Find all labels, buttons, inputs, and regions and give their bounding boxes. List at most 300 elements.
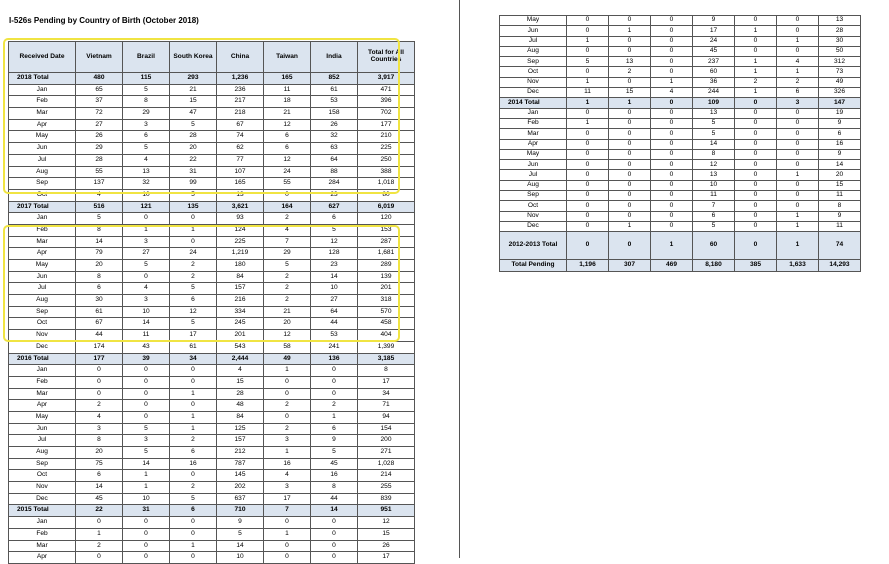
value-cell: 20 [819,170,861,180]
value-cell: 10 [123,189,170,201]
value-cell: 34 [358,388,415,400]
value-cell: 0 [264,388,311,400]
value-cell: 1 [651,232,693,260]
row-label-cell: Dec [500,88,567,98]
value-cell: 16 [264,458,311,470]
table-row [500,57,861,67]
row-label-cell: Jun [500,26,567,36]
value-cell: 1,399 [358,341,415,353]
value-cell: 3 [123,119,170,131]
value-cell: 22 [170,154,217,166]
value-cell: 120 [358,213,415,225]
row-label-cell: Nov [500,211,567,221]
value-cell: 236 [217,84,264,96]
table-row [9,482,415,494]
value-cell: 0 [651,201,693,211]
value-cell: 2 [264,283,311,295]
value-cell: 0 [609,201,651,211]
value-cell: 61 [170,341,217,353]
value-cell: 164 [264,201,311,213]
value-cell: 0 [609,211,651,221]
value-cell: 4 [123,154,170,166]
value-cell: 26 [76,131,123,143]
value-cell: 6 [311,213,358,225]
value-cell: 109 [693,98,735,108]
value-cell: 1 [777,232,819,260]
row-label-cell: Jul [9,154,76,166]
value-cell: 271 [358,447,415,459]
value-cell: 0 [567,232,609,260]
value-cell: 0 [735,149,777,159]
value-cell: 147 [819,98,861,108]
value-cell: 53 [311,96,358,108]
table-row [500,191,861,201]
table-row [500,118,861,128]
value-cell: 37 [76,96,123,108]
value-cell: 6 [76,283,123,295]
value-cell: 77 [217,154,264,166]
value-cell: 1 [76,528,123,540]
value-cell: 0 [567,180,609,190]
value-cell: 136 [311,353,358,365]
value-cell: 0 [567,139,609,149]
value-cell: 11 [693,191,735,201]
value-cell: 49 [819,77,861,87]
value-cell: 29 [76,143,123,155]
value-cell: 3 [777,98,819,108]
header-total-all-countries: Total for All Countries [358,42,415,73]
value-cell: 44 [76,330,123,342]
value-cell: 10 [123,493,170,505]
value-cell: 55 [264,178,311,190]
table-row [9,248,415,260]
value-cell: 5 [567,57,609,67]
value-cell: 6 [819,129,861,139]
value-cell: 11 [819,221,861,231]
value-cell: 17 [358,552,415,564]
value-cell: 0 [609,180,651,190]
value-cell: 5 [123,423,170,435]
page-title: I-526s Pending by Country of Birth (October 2018) [9,16,199,25]
value-cell: 0 [311,388,358,400]
value-cell: 13 [693,108,735,118]
value-cell: 0 [264,517,311,529]
row-label-cell: Feb [9,96,76,108]
value-cell: 1,236 [217,73,264,85]
value-cell: 1 [123,224,170,236]
value-cell: 1 [170,224,217,236]
row-label-cell: Aug [500,180,567,190]
value-cell: 165 [264,73,311,85]
row-label-cell: Feb [9,224,76,236]
value-cell: 225 [217,236,264,248]
row-label-cell: Apr [9,248,76,260]
value-cell: 0 [311,365,358,377]
value-cell: 0 [123,411,170,423]
table-row [9,493,415,505]
value-cell: 388 [358,166,415,178]
row-label-cell: Aug [9,295,76,307]
value-cell: 49 [264,353,311,365]
value-cell: 19 [819,108,861,118]
row-label-cell: May [500,16,567,26]
value-cell: 39 [123,353,170,365]
value-cell: 124 [217,224,264,236]
value-cell: 14 [76,236,123,248]
value-cell: 6 [170,295,217,307]
value-cell: 4 [76,411,123,423]
value-cell: 6 [170,447,217,459]
header-row [9,42,415,73]
value-cell: 16 [170,458,217,470]
value-cell: 0 [311,552,358,564]
value-cell: 202 [217,482,264,494]
value-cell: 0 [170,365,217,377]
value-cell: 14 [693,139,735,149]
value-cell: 14 [123,318,170,330]
value-cell: 0 [735,160,777,170]
value-cell: 0 [567,149,609,159]
value-cell: 0 [609,232,651,260]
value-cell: 21 [264,108,311,120]
value-cell: 5 [170,318,217,330]
value-cell: 20 [76,260,123,272]
value-cell: 5 [170,189,217,201]
table-row [500,170,861,180]
table-row [500,36,861,46]
value-cell: 0 [651,221,693,231]
value-cell: 13 [217,189,264,201]
value-cell: 10 [217,552,264,564]
value-cell: 1 [567,118,609,128]
value-cell: 0 [777,201,819,211]
table-row [500,180,861,190]
value-cell: 3 [123,435,170,447]
value-cell: 174 [76,341,123,353]
row-label-cell: Aug [9,447,76,459]
value-cell: 36 [693,77,735,87]
row-label-cell: Jun [9,143,76,155]
value-cell: 12 [264,154,311,166]
pending-table-right [499,15,861,272]
value-cell: 0 [609,108,651,118]
value-cell: 2,444 [217,353,264,365]
value-cell: 702 [358,108,415,120]
table-row [9,423,415,435]
value-cell: 0 [170,213,217,225]
row-label-cell: 2018 Total [9,73,76,85]
value-cell: 5 [693,221,735,231]
value-cell: 14 [123,458,170,470]
table-row [9,528,415,540]
row-label-cell: Jul [500,170,567,180]
value-cell: 0 [609,16,651,26]
table-row [9,283,415,295]
value-cell: 5 [170,283,217,295]
value-cell: 15 [609,88,651,98]
value-cell: 0 [735,170,777,180]
value-cell: 20 [170,143,217,155]
value-cell: 5 [170,493,217,505]
value-cell: 3 [264,435,311,447]
value-cell: 157 [217,283,264,295]
value-cell: 0 [609,170,651,180]
value-cell: 0 [567,211,609,221]
value-cell: 218 [217,108,264,120]
value-cell: 5 [217,528,264,540]
value-cell: 334 [217,306,264,318]
value-cell: 79 [76,248,123,260]
row-label-cell: Mar [9,236,76,248]
value-cell: 0 [651,139,693,149]
value-cell: 212 [217,447,264,459]
value-cell: 128 [311,248,358,260]
table-row [9,517,415,529]
row-label-cell: 2015 Total [9,505,76,517]
value-cell: 45 [76,493,123,505]
value-cell: 1 [170,423,217,435]
value-cell: 3 [123,236,170,248]
value-cell: 1,219 [217,248,264,260]
value-cell: 44 [311,493,358,505]
row-label-cell: May [500,149,567,159]
value-cell: 6 [76,470,123,482]
value-cell: 31 [123,505,170,517]
value-cell: 0 [123,213,170,225]
value-cell: 1 [777,67,819,77]
pending-table-left [8,41,415,564]
value-cell: 385 [735,260,777,272]
row-label-cell: Jul [9,283,76,295]
value-cell: 1,633 [777,260,819,272]
value-cell: 2 [264,423,311,435]
value-cell: 4 [777,57,819,67]
value-cell: 0 [777,180,819,190]
value-cell: 9 [693,16,735,26]
value-cell: 2 [264,213,311,225]
value-cell: 29 [264,248,311,260]
value-cell: 0 [567,46,609,56]
value-cell: 18 [264,96,311,108]
value-cell: 15 [217,376,264,388]
table-row [9,189,415,201]
row-label-cell: Jun [9,423,76,435]
row-label-cell: Apr [9,400,76,412]
row-label-cell: Dec [9,493,76,505]
value-cell: 13 [693,170,735,180]
value-cell: 9 [819,149,861,159]
value-cell: 9 [217,517,264,529]
value-cell: 0 [123,376,170,388]
value-cell: 0 [651,57,693,67]
value-cell: 5 [123,84,170,96]
table-total-row [9,353,415,365]
row-label-cell: Oct [9,318,76,330]
value-cell: 2 [311,400,358,412]
value-cell: 23 [311,189,358,201]
value-cell: 2 [170,271,217,283]
value-cell: 22 [76,505,123,517]
row-label-cell: Jun [9,271,76,283]
table-row [9,295,415,307]
value-cell: 24 [693,36,735,46]
value-cell: 2 [264,400,311,412]
row-label-cell: Dec [9,341,76,353]
value-cell: 0 [311,540,358,552]
value-cell: 165 [217,178,264,190]
row-label-cell: Dec [500,221,567,231]
value-cell: 50 [819,46,861,56]
value-cell: 65 [76,84,123,96]
value-cell: 0 [651,191,693,201]
value-cell: 31 [170,166,217,178]
value-cell: 99 [170,178,217,190]
row-label-cell: Jan [500,108,567,118]
value-cell: 0 [651,67,693,77]
value-cell: 0 [264,540,311,552]
value-cell: 15 [819,180,861,190]
value-cell: 8,180 [693,260,735,272]
value-cell: 1 [264,365,311,377]
value-cell: 13 [609,57,651,67]
value-cell: 30 [819,36,861,46]
value-cell: 7 [264,236,311,248]
table-row [9,260,415,272]
value-cell: 0 [609,149,651,159]
value-cell: 318 [358,295,415,307]
value-cell: 47 [170,108,217,120]
value-cell: 62 [217,143,264,155]
value-cell: 180 [217,260,264,272]
value-cell: 0 [777,191,819,201]
value-cell: 1 [609,221,651,231]
table-total-row [500,260,861,272]
value-cell: 543 [217,341,264,353]
value-cell: 5 [693,129,735,139]
value-cell: 287 [358,236,415,248]
value-cell: 0 [735,221,777,231]
value-cell: 0 [76,552,123,564]
value-cell: 0 [567,201,609,211]
table-row [9,318,415,330]
value-cell: 45 [311,458,358,470]
value-cell: 0 [651,211,693,221]
row-label-cell: Sep [9,306,76,318]
value-cell: 404 [358,330,415,342]
row-label-cell: 2017 Total [9,201,76,213]
value-cell: 115 [123,73,170,85]
value-cell: 3 [123,295,170,307]
table-row [500,160,861,170]
value-cell: 94 [358,411,415,423]
row-label-cell: Jan [9,517,76,529]
value-cell: 27 [123,248,170,260]
value-cell: 24 [264,166,311,178]
value-cell: 5 [311,224,358,236]
value-cell: 250 [358,154,415,166]
value-cell: 153 [358,224,415,236]
row-label-cell: Total Pending [500,260,567,272]
value-cell: 2 [609,67,651,77]
value-cell: 0 [123,365,170,377]
value-cell: 0 [76,365,123,377]
row-label-cell: Jan [9,213,76,225]
row-label-cell: Mar [9,540,76,552]
table-row [9,119,415,131]
value-cell: 12 [311,236,358,248]
value-cell: 5 [123,143,170,155]
value-cell: 9 [819,211,861,221]
value-cell: 3,621 [217,201,264,213]
value-cell: 0 [123,552,170,564]
row-label-cell: Aug [500,46,567,56]
value-cell: 13 [123,166,170,178]
value-cell: 45 [693,46,735,56]
value-cell: 0 [311,517,358,529]
value-cell: 0 [567,67,609,77]
value-cell: 0 [735,46,777,56]
row-label-cell: Sep [9,178,76,190]
value-cell: 0 [735,191,777,201]
value-cell: 0 [170,517,217,529]
value-cell: 17 [693,26,735,36]
value-cell: 2 [170,482,217,494]
value-cell: 157 [217,435,264,447]
row-label-cell: Nov [9,482,76,494]
table-row [9,306,415,318]
value-cell: 1,196 [567,260,609,272]
value-cell: 8 [123,96,170,108]
value-cell: 0 [651,36,693,46]
value-cell: 0 [170,400,217,412]
value-cell: 16 [311,470,358,482]
value-cell: 471 [358,84,415,96]
value-cell: 1 [123,482,170,494]
value-cell: 12 [693,160,735,170]
value-cell: 43 [123,341,170,353]
value-cell: 2 [264,295,311,307]
value-cell: 0 [311,376,358,388]
value-cell: 67 [217,119,264,131]
value-cell: 11 [264,84,311,96]
value-cell: 0 [567,191,609,201]
value-cell: 0 [735,118,777,128]
value-cell: 284 [311,178,358,190]
table-row [500,16,861,26]
value-cell: 28 [217,388,264,400]
table-row [500,201,861,211]
value-cell: 1 [311,411,358,423]
table-row [500,108,861,118]
value-cell: 6 [693,211,735,221]
table-row [9,411,415,423]
table-row [9,365,415,377]
table-row [9,388,415,400]
row-label-cell: Nov [9,330,76,342]
value-cell: 14,293 [819,260,861,272]
row-label-cell: Jul [500,36,567,46]
value-cell: 5 [123,447,170,459]
value-cell: 75 [76,458,123,470]
value-cell: 0 [651,118,693,128]
value-cell: 0 [609,139,651,149]
value-cell: 241 [311,341,358,353]
value-cell: 1 [735,57,777,67]
table-row [9,470,415,482]
value-cell: 0 [651,26,693,36]
value-cell: 12 [264,330,311,342]
row-label-cell: Apr [9,552,76,564]
